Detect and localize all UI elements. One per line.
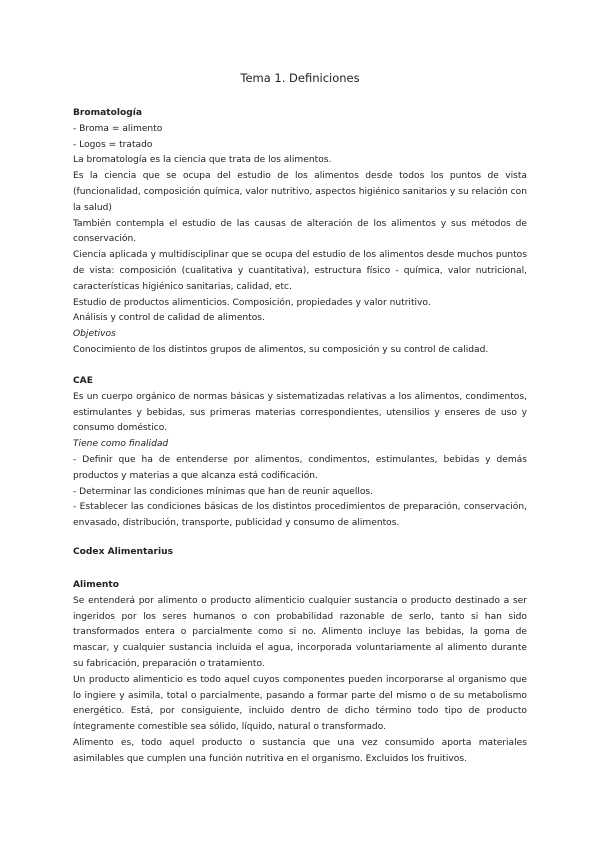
paragraph: Alimento es, todo aquel producto o sustancia que una vez consumido aporta materiales asimilables que cumplen una función nutritiva en el organismo. Excluidos los fruitivos. (73, 737, 527, 764)
paragraph: Un producto alimenticio es todo aquel cuyos componentes pueden incorporarse al organismo que lo ingiere y asimila, total o parcialmente, pasando a formar parte del mismo o de su metabolismo energético. Está, por consiguiente, incluido dentro de dicho término todo tipo de producto íntegramente comestible sea sólido, líquido, natural o transformado. (73, 674, 527, 733)
paragraph: Se entenderá por alimento o producto alimenticio cualquier sustancia o producto destinado a ser ingeridos por los seres humanos o con probabilidad razonable de serlo, tanto si han sido transformados entera o parcialmente como si no. Alimento incluye las bebidas, la goma de mascar, y cualquier sustancia incluida el agua, incorporada voluntariamente al alimento durante su fabricación, preparación o tratamiento. (73, 595, 527, 669)
list-item: - Establecer las condiciones básicas de los distintos procedimientos de preparación, conservación, envasado, distribución, transporte, publicidad y consumo de alimentos. (73, 502, 527, 529)
subheading-objetivos: Objetivos (73, 329, 116, 340)
section-heading: CAE (73, 376, 93, 386)
section-alimento (73, 578, 527, 768)
list-item: - Determinar las condiciones mínimas que han de reunir aquellos. (73, 486, 374, 497)
subheading-finalidad: Tiene como finalidad (73, 439, 169, 450)
paragraph: - Logos = tratado (73, 139, 153, 150)
section-codex (73, 545, 527, 561)
page-title: Tema 1. Definiciones (240, 71, 360, 85)
paragraph: Es un cuerpo orgánico de normas básicas y sistematizadas relativas a los alimentos, condimentos, estimulantes y bebidas, sus primeras materias correspondientes, utensilios y enseres de uso y consumo doméstico. (73, 391, 527, 434)
section-heading: Alimento (73, 580, 119, 590)
section-bromatologia (73, 106, 527, 359)
paragraph: Ciencia aplicada y multidisciplinar que se ocupa del estudio de los alimentos desde muchos puntos de vista: composición (cualitativa y cuantitativa), estructura físico - química, valor nutricional, características higiénico sanitarias, calidad, etc. (73, 250, 527, 292)
section-cae (73, 374, 527, 532)
list-item: - Definir que ha de entenderse por alimentos, condimentos, estimulantes, bebidas y demás productos y materias a que alcanza está codificación. (73, 454, 527, 481)
paragraph: Conocimiento de los distintos grupos de alimentos, su composición y su control de calidad. (73, 344, 489, 355)
paragraph: Estudio de productos alimenticios. Composición, propiedades y valor nutritivo. (73, 297, 431, 308)
paragraph: Análisis y control de calidad de alimentos. (73, 313, 265, 324)
section-heading: Codex Alimentarius (73, 547, 173, 557)
paragraph: Es la ciencia que se ocupa del estudio de los alimentos desde todos los puntos de vista (funcionalidad, composición química, valor nutritivo, aspectos higiénico sanitarios y su relación con la salud) (73, 171, 527, 213)
paragraph: - Broma = alimento (73, 123, 163, 134)
paragraph: La bromatología es la ciencia que trata de los alimentos. (73, 155, 332, 166)
section-heading: Bromatología (73, 108, 142, 118)
paragraph: También contempla el estudio de las causas de alteración de los alimentos y sus métodos de conservación. (73, 218, 527, 245)
